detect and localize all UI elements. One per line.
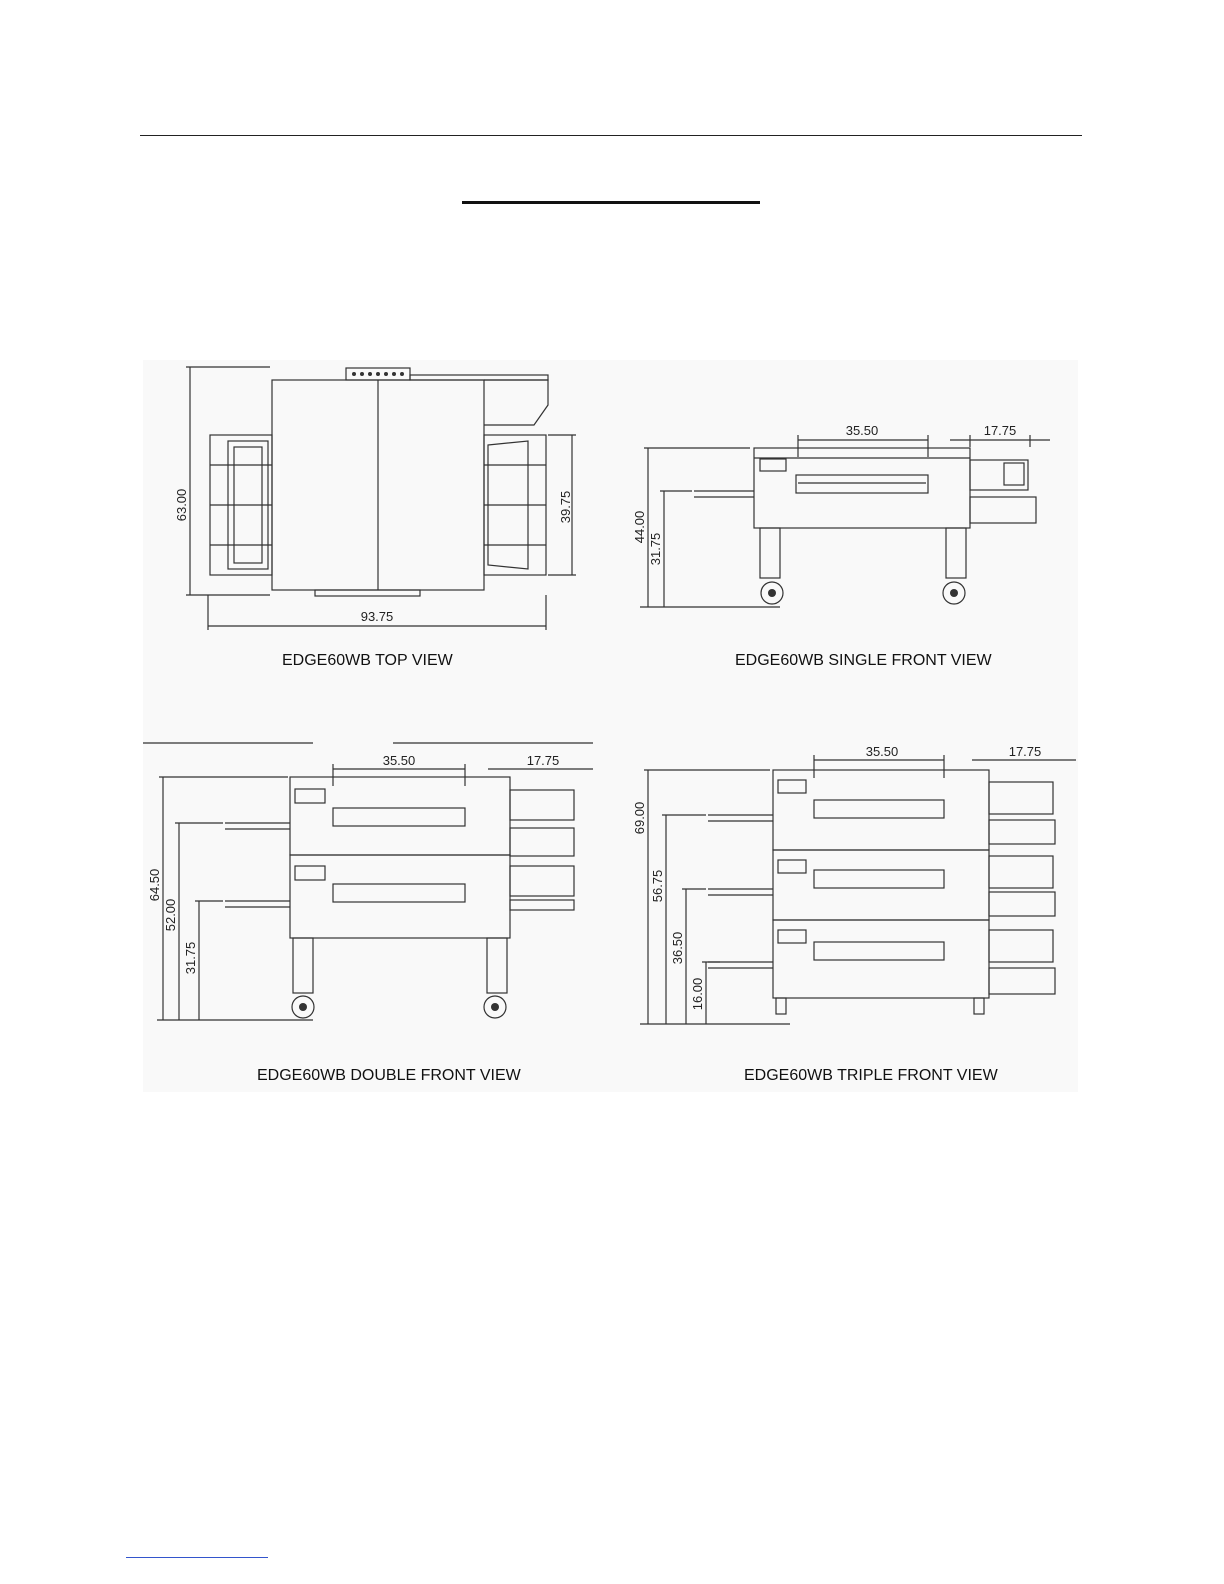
footer-link-underline (126, 1557, 268, 1558)
double-panel-dim: 17.75 (526, 753, 560, 768)
single-front-view-drawing (620, 415, 1060, 615)
triple-front-caption: EDGE60WB TRIPLE FRONT VIEW (744, 1067, 998, 1084)
top-view-caption: EDGE60WB TOP VIEW (282, 652, 453, 669)
double-front-caption: EDGE60WB DOUBLE FRONT VIEW (257, 1067, 521, 1084)
double-front-view-drawing (143, 740, 593, 1030)
triple-bottom-conveyor-dim: 16.00 (690, 977, 705, 1011)
double-height-dim: 64.50 (147, 868, 162, 902)
single-height-dim: 44.00 (632, 510, 647, 544)
single-conveyor-dim: 31.75 (648, 532, 663, 566)
double-lower-conveyor-dim: 31.75 (183, 941, 198, 975)
top-view-conveyor-dim: 39.75 (558, 490, 573, 524)
single-panel-dim: 17.75 (983, 423, 1017, 438)
triple-height-dim: 69.00 (632, 801, 647, 835)
triple-middle-conveyor-dim: 36.50 (670, 931, 685, 965)
triple-top-conveyor-dim: 56.75 (650, 869, 665, 903)
single-opening-dim: 35.50 (845, 423, 879, 438)
title-underline (462, 201, 760, 204)
top-view-width-dim: 93.75 (360, 609, 394, 624)
top-view-drawing (150, 355, 590, 645)
double-opening-dim: 35.50 (382, 753, 416, 768)
triple-opening-dim: 35.50 (865, 744, 899, 759)
top-view-height-dim: 63.00 (174, 488, 189, 522)
single-front-caption: EDGE60WB SINGLE FRONT VIEW (735, 652, 992, 669)
double-upper-conveyor-dim: 52.00 (163, 898, 178, 932)
triple-front-view-drawing (620, 740, 1080, 1035)
header-rule (140, 135, 1082, 136)
triple-panel-dim: 17.75 (1008, 744, 1042, 759)
